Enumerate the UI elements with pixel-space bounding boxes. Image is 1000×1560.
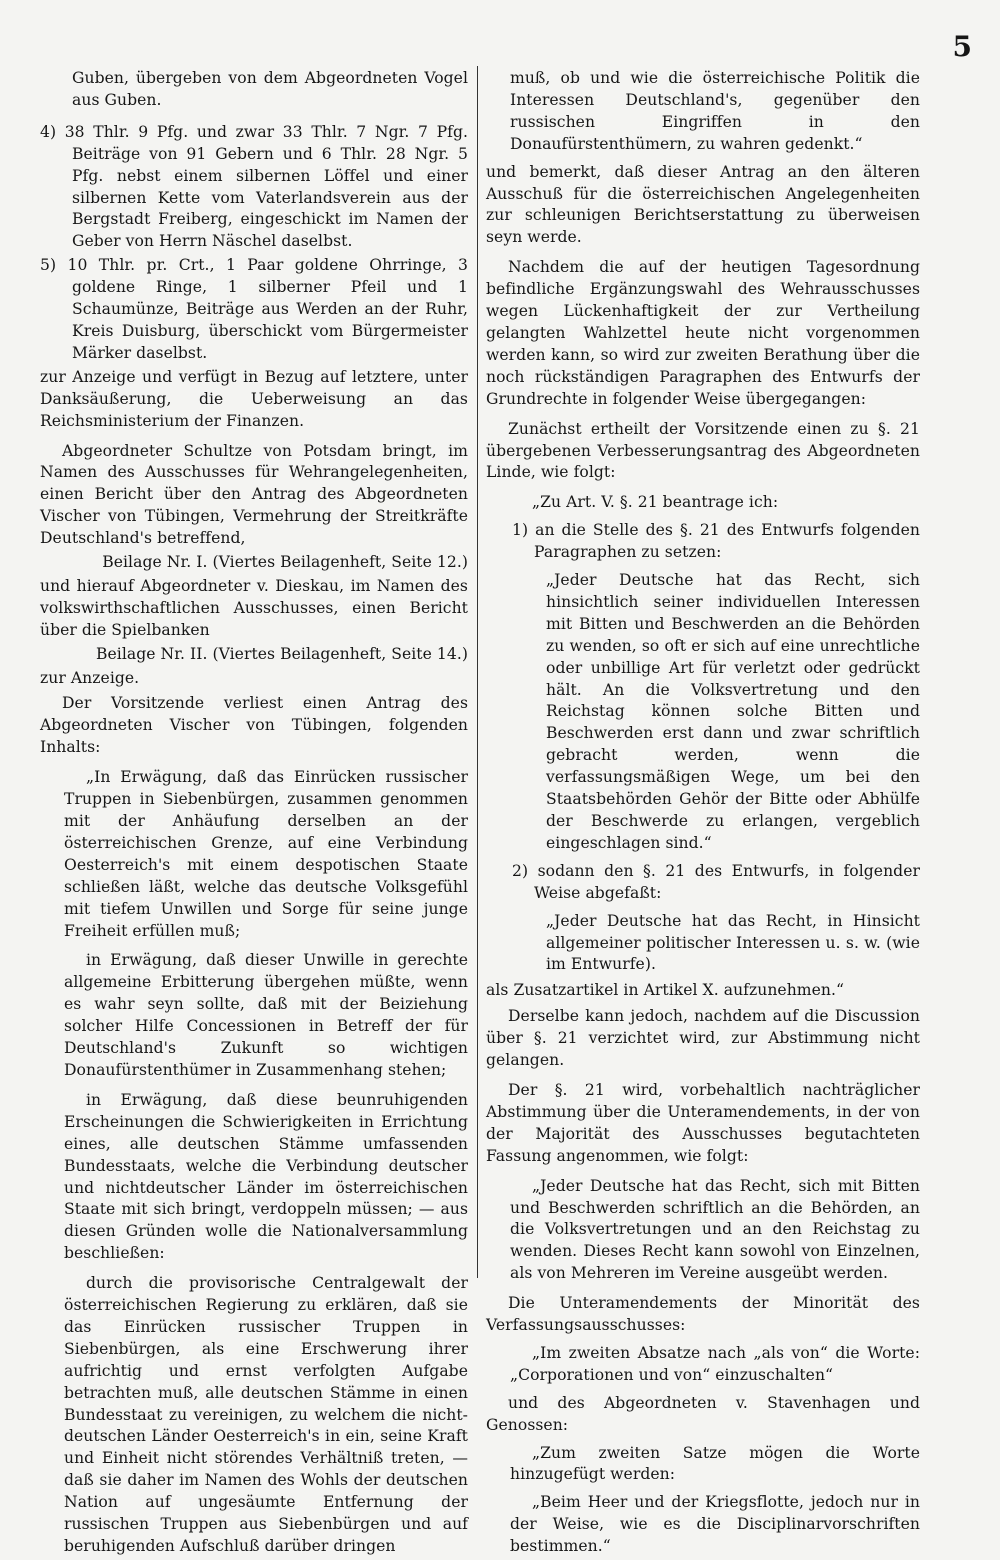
quote-paragraph: „Jeder Deutsche hat das Recht, in Hinsicht allgemeiner politischer Interessen u. s. w. (wie im Entwurfe).	[546, 911, 920, 974]
quote-paragraph: muß, ob und wie die österreichische Politik die Interessen Deutschland's, gegenüber den russischen Eingriffen in den Donaufürstenthümern, zu wahren gedenkt.“	[510, 69, 920, 153]
page-number: 5	[952, 30, 972, 63]
quote-paragraph: „Beim Heer und der Kriegsflotte, jedoch nur in der Weise, wie es die Disciplinarvorschriften bestimmen.“	[510, 1493, 920, 1556]
paragraph: und hierauf Abgeordneter v. Dieskau, im Namen des volkswirthschaftlichen Ausschusses, einen Bericht über die Spielbanken	[40, 576, 468, 639]
paragraph: zur Anzeige und verfügt in Bezug auf letztere, unter Danksäußerung, die Ueberweisung an das Reichsministerium der Finanzen.	[40, 367, 468, 430]
paragraph: zur Anzeige.	[40, 668, 140, 687]
numbered-item: 1) an die Stelle des §. 21 des Entwurfs folgenden Paragraphen zu setzen:	[512, 521, 920, 562]
paragraph: Abgeordneter Schultze von Potsdam bringt, im Namen des Ausschusses für Wehrangelegenheiten, einen Bericht über den Antrag des Abgeordneten Vischer von Tübingen, Vermehrung der Streitkräfte Deutschland's betreffend,	[40, 441, 468, 548]
paragraph: Zunächst ertheilt der Vorsitzende einen zu §. 21 übergebenen Verbesserungsantrag des Abgeordneten Linde, wie folgt:	[486, 419, 920, 482]
paragraph: Nachdem die auf der heutigen Tagesordnung befindliche Ergänzungswahl des Wehrausschusses wegen Lückenhaftigkeit der zur Vertheilung gelangten Wahlzettel heute nicht vorgenommen werden kann, so wird zur zweiten Berathung über die noch rückständigen Paragraphen des Entwurfs der Grundrechte in folgender Weise übergegangen:	[486, 258, 920, 408]
quote-paragraph: „Zu Art. V. §. 21 beantrage ich:	[532, 493, 779, 512]
quote-paragraph: in Erwägung, daß dieser Unwille in gerechte allgemeine Erbitterung übergehen müßte, wenn es wahr seyn sollte, daß mit der Beiziehung solcher Hilfe Concessionen in Betreff der für Deutschland's Zukunft so wichtigen Donaufürstenthümer in Zusammenhang stehen;	[64, 951, 468, 1079]
left-column	[40, 68, 468, 1560]
right-column	[486, 68, 920, 1560]
paragraph: und bemerkt, daß dieser Antrag an den älteren Ausschuß für die österreichischen Angelegenheiten zur schleunigen Berichtserstattung zu überweisen seyn werde.	[486, 162, 920, 247]
paragraph: als Zusatzartikel in Artikel X. aufzunehmen.“	[486, 981, 845, 1000]
paragraph: Die Unteramendements der Minorität des Verfassungsausschusses:	[486, 1294, 920, 1335]
paragraph: Der §. 21 wird, vorbehaltlich nachträglicher Abstimmung über die Unteramendements, in der von der Majorität des Ausschusses begutachteten Fassung angenommen, wie folgt:	[486, 1080, 920, 1165]
quote-paragraph: „Jeder Deutsche hat das Recht, sich hinsichtlich seiner individuellen Interessen mit Bitten und Beschwerden an die Behörden zu wenden, so oft er sich auf eine unrechtliche oder unbillige Art für verletzt oder gedrückt hält. An die Volksvertretung und den Reichstag können solche Bitten und Beschwerden erst dann und zwar schriftlich gebracht werden, wenn die verfassungsmäßigen Wege, um bei den Staatsbehörden Gehör der Bitte oder Abhülfe der Beschwerde zu erlangen, vergeblich eingeschlagen sind.“	[546, 571, 920, 852]
paragraph: Der Vorsitzende verliest einen Antrag des Abgeordneten Vischer von Tübingen, folgenden Inhalts:	[40, 694, 468, 757]
quote-paragraph: durch die provisorische Centralgewalt der österreichischen Regierung zu erklären, daß sie das Einrücken russischer Truppen in Siebenbürgen, als eine Erschwerung ihrer aufrichtig und ernst verfolgten Aufgabe betrachten muß, alle deutschen Stämme in einen Bundesstaat zu vereinigen, zu welchem die nicht-deutschen Länder Oesterreich's in ein, seine Kraft und Einheit nicht störendes Verhältniß treten, — daß sie daher im Namen des Wohls der deutschen Nation auf ungesäumte Entfernung der russischen Truppen aus Siebenbürgen und auf beruhigenden Aufschluß darüber dringen	[64, 1274, 468, 1555]
paragraph: 5) 10 Thlr. pr. Crt., 1 Paar goldene Ohrringe, 3 goldene Ringe, 1 silberner Pfeil und 1 Schaumünze, Beiträge aus Werden an der Ruhr, Kreis Duisburg, überschickt vom Bürgermeister Märker daselbst.	[40, 256, 468, 362]
quote-paragraph: „In Erwägung, daß das Einrücken russischer Truppen in Siebenbürgen, zusammen genommen mit der Anhäufung derselben an der österreichischen Grenze, auf eine Verbindung Oesterreich's mit einem despotischen Staate schließen läßt, welche das deutsche Volksgefühl mit tiefem Unwillen und Sorge für seine junge Freiheit erfüllen muß;	[64, 768, 468, 940]
column-divider	[477, 66, 478, 1278]
paragraph: Derselbe kann jedoch, nachdem auf die Discussion über §. 21 verzichtet wird, zur Abstimmung nicht gelangen.	[486, 1007, 920, 1070]
paragraph: 4) 38 Thlr. 9 Pfg. und zwar 33 Thlr. 7 Ngr. 7 Pfg. Beiträge von 91 Gebern und 6 Thlr. 28 Ngr. 5 Pfg. nebst einem silbernen Löffel und einer silbernen Kette vom Vaterlandsverein aus der Bergstadt Freiberg, eingeschickt im Namen der Geber von Herrn Näschel daselbst.	[40, 122, 468, 251]
paragraph: Guben, übergeben von dem Abgeordneten Vogel aus Guben.	[72, 69, 468, 109]
quote-paragraph: „Zum zweiten Satze mögen die Worte hinzugefügt werden:	[510, 1443, 920, 1484]
numbered-item: 2) sodann den §. 21 des Entwurfs, in folgender Weise abgefaßt:	[512, 861, 920, 902]
quote-paragraph: „Jeder Deutsche hat das Recht, sich mit Bitten und Beschwerden schriftlich an die Behörden, an die Volksvertretungen und an den Reichstag zu wenden. Dieses Recht kann sowohl von Einzelnen, als von Mehreren im Vereine ausgeübt werden.	[510, 1176, 920, 1283]
paragraph: und des Abgeordneten v. Stavenhagen und Genossen:	[486, 1393, 920, 1434]
quote-paragraph: in Erwägung, daß diese beunruhigenden Erscheinungen die Schwierigkeiten in Errichtung eines, alle deutschen Stämme umfassenden Bundesstaats, welche die Verbindung deutscher und nichtdeutscher Länder im österreichischen Staate mit sich bringt, verdoppeln müssen; — aus diesen Gründen wolle die Nationalversammlung beschließen:	[64, 1090, 468, 1263]
quote-paragraph: „Im zweiten Absatze nach „als von“ die Worte: „Corporationen und von“ einzuschalten“	[510, 1343, 920, 1384]
reference-line: Beilage Nr. II. (Viertes Beilagenheft, Seite 14.)	[96, 644, 468, 663]
reference-line: Beilage Nr. I. (Viertes Beilagenheft, Seite 12.)	[102, 553, 468, 572]
